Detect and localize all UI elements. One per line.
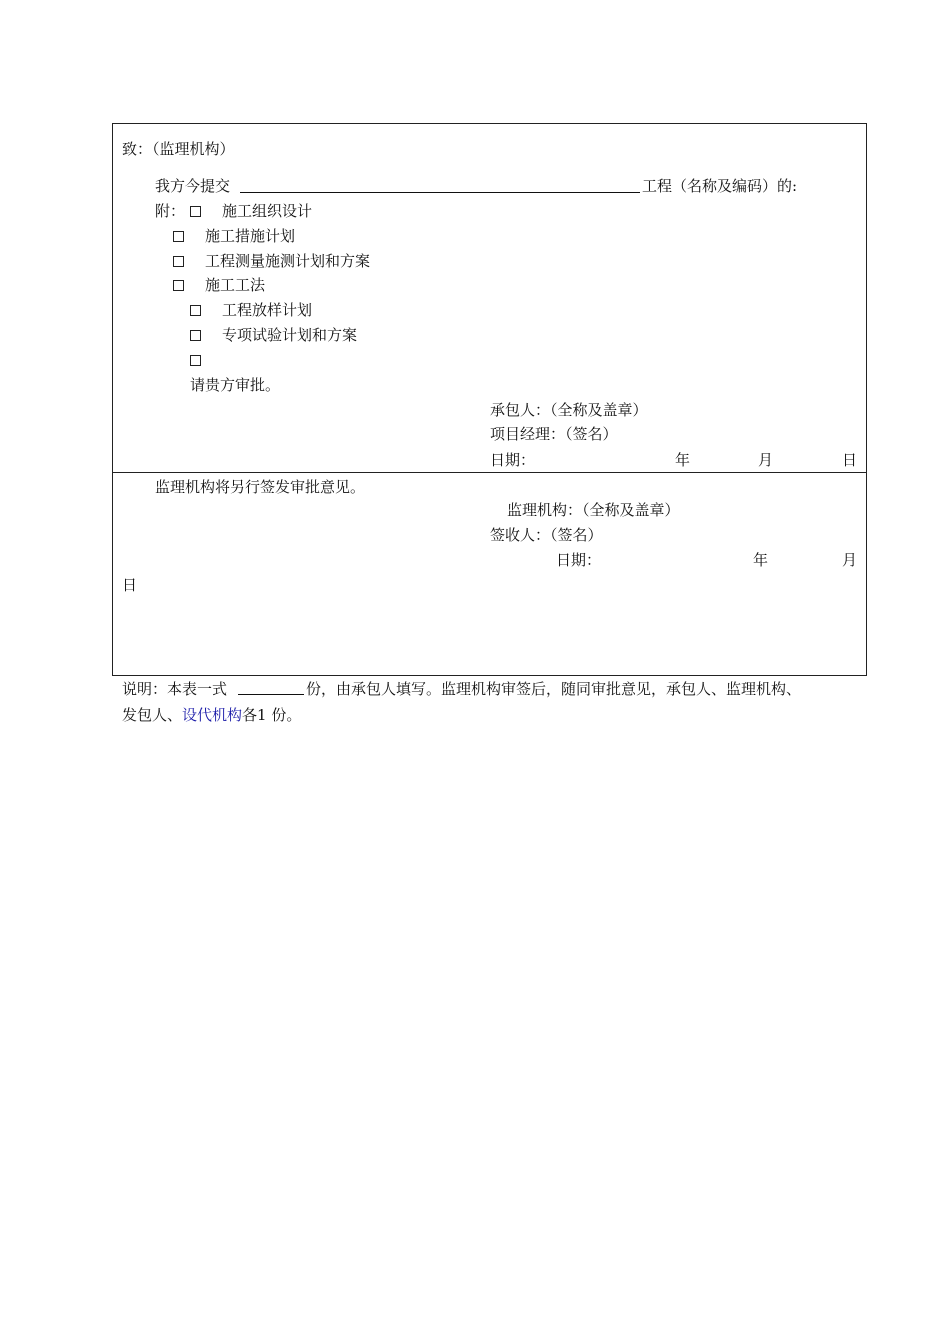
checkbox-icon (173, 280, 184, 291)
design-agency-link[interactable]: 设代机构 (182, 706, 243, 724)
footer-note-line2-end: 各1 份。 (242, 706, 302, 724)
attachment-checkbox[interactable] (173, 275, 184, 295)
date-label: 日期： (490, 451, 536, 469)
attachment-label: 工程放样计划 (222, 301, 313, 319)
attachment-checkbox[interactable] (190, 325, 201, 345)
project-manager-label: 项目经理：（签名） (490, 425, 618, 443)
request-text: 请贵方审批。 (190, 376, 281, 394)
section-divider (112, 472, 867, 473)
attachment-label: 专项试验计划和方案 (222, 326, 358, 344)
supervision-org-label: 监理机构：（全称及盖章） (507, 501, 680, 519)
attachment-label: 工程测量施测计划和方案 (205, 252, 371, 270)
attachment-checkbox[interactable] (190, 201, 201, 221)
checkbox-icon (190, 330, 201, 341)
date-day-label: 日 (842, 451, 858, 469)
submit-prefix: 我方今提交 (155, 177, 231, 195)
footer-note-start: 说明：本表一式 (122, 680, 228, 698)
date-month-label: 月 (758, 451, 774, 469)
checkbox-icon (190, 206, 201, 217)
footer-note-line2 (122, 705, 301, 725)
checkbox-icon (190, 355, 201, 366)
checkbox-icon (173, 256, 184, 267)
date-year-label: 年 (675, 451, 691, 469)
supervision-month-label: 月 (842, 551, 858, 569)
checkbox-icon (190, 305, 201, 316)
footer-note-line2-start: 发包人、 (122, 706, 183, 724)
contractor-label: 承包人：（全称及盖章） (490, 401, 648, 419)
attachment-checkbox[interactable] (173, 226, 184, 246)
attachment-label: 施工工法 (205, 276, 266, 294)
attachment-label: 施工组织设计 (222, 202, 313, 220)
checkbox-icon (173, 231, 184, 242)
attachment-checkbox[interactable] (190, 300, 201, 320)
footer-note-rest: 份，由承包人填写。监理机构审签后，随同审批意见，承包人、监理机构、 (306, 680, 802, 698)
supervision-date-label: 日期： (556, 551, 602, 569)
supervision-day-label: 日 (122, 576, 138, 594)
copies-field[interactable] (238, 694, 304, 695)
attachment-checkbox[interactable] (190, 350, 201, 370)
supervision-note: 监理机构将另行签发审批意见。 (155, 478, 366, 496)
attachment-label: 施工措施计划 (205, 227, 296, 245)
submit-suffix: 工程（名称及编码）的: (642, 177, 798, 195)
attachment-checkbox[interactable] (173, 251, 184, 271)
receiver-label: 签收人：（签名） (490, 526, 603, 544)
attach-label: 附： (155, 202, 186, 220)
supervision-year-label: 年 (753, 551, 769, 569)
to-line: 致：（监理机构） (122, 140, 235, 158)
project-name-field[interactable] (240, 192, 640, 193)
